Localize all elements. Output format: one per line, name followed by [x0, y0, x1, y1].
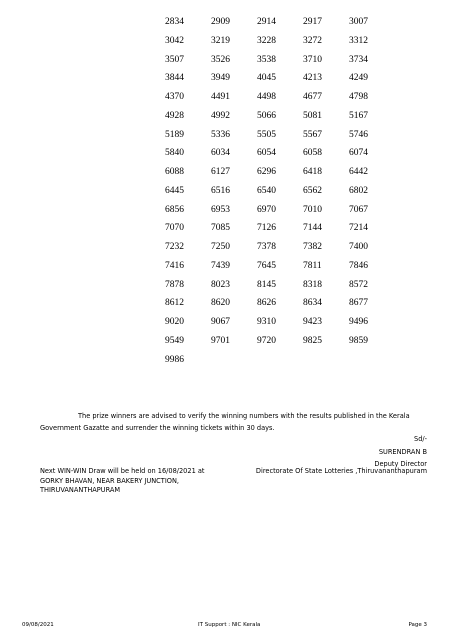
winning-number: 2914 — [257, 17, 276, 27]
footer-support: IT Support : NIC Kerala — [198, 622, 261, 628]
winning-number: 6562 — [303, 185, 322, 196]
winning-number: 9549 — [165, 336, 184, 347]
notice-line-2: Government Gazatte and surrender the winning tickets within 30 days. — [40, 424, 275, 432]
winning-number: 7878 — [165, 279, 184, 290]
winning-number: 9701 — [211, 336, 230, 347]
winning-number: 4992 — [211, 110, 230, 121]
winning-number: 7214 — [349, 223, 368, 234]
winning-number: 7232 — [165, 242, 184, 253]
winning-number: 3042 — [165, 35, 184, 46]
winning-number: 5167 — [349, 110, 368, 121]
winning-number: 2909 — [211, 17, 230, 27]
winning-numbers-grid — [165, 13, 395, 370]
winning-number: 6418 — [303, 167, 322, 178]
winning-number: 9423 — [303, 317, 322, 328]
next-draw-info — [40, 467, 204, 496]
winning-number: 9496 — [349, 317, 368, 328]
winning-number: 7811 — [303, 260, 322, 271]
winning-number: 4045 — [257, 73, 276, 84]
winning-number: 6296 — [257, 167, 276, 178]
winning-number: 6088 — [165, 167, 184, 178]
winning-number: 6442 — [349, 167, 368, 178]
winning-number: 5746 — [349, 129, 368, 140]
winning-number: 3007 — [349, 17, 368, 27]
winning-number: 6058 — [303, 148, 322, 159]
next-draw-line-1: Next WIN-WIN Draw will be held on 16/08/2021 at — [40, 467, 205, 475]
winning-number: 8634 — [303, 298, 322, 309]
next-draw-line-3: THIRUVANANTHAPURAM — [40, 486, 121, 494]
winning-number: 5081 — [303, 110, 322, 121]
winning-number: 6802 — [349, 185, 368, 196]
winning-number: 6074 — [349, 148, 368, 159]
winning-number: 7010 — [303, 204, 322, 215]
signature-block — [374, 433, 427, 471]
signature-sd: Sd/- — [414, 435, 427, 443]
winning-number: 9859 — [349, 336, 368, 347]
winning-number: 3526 — [211, 54, 230, 65]
winning-number: 6516 — [211, 185, 230, 196]
winning-number: 5505 — [257, 129, 276, 140]
winning-number: 4928 — [165, 110, 184, 121]
winning-number: 3228 — [257, 35, 276, 46]
winning-number: 8620 — [211, 298, 230, 309]
winning-number: 4491 — [211, 92, 230, 103]
winning-number: 5066 — [257, 110, 276, 121]
footer-page-number: Page 3 — [408, 622, 427, 628]
winning-number: 7416 — [165, 260, 184, 271]
winning-number: 4213 — [303, 73, 322, 84]
winning-number: 7439 — [211, 260, 230, 271]
winning-number: 4249 — [349, 73, 368, 84]
winning-number: 8677 — [349, 298, 368, 309]
winning-number: 8023 — [211, 279, 230, 290]
winning-number: 3219 — [211, 35, 230, 46]
winning-number: 3538 — [257, 54, 276, 65]
signatory-name: SURENDRAN B — [378, 447, 427, 456]
winning-number: 9825 — [303, 336, 322, 347]
winning-number: 3312 — [349, 35, 368, 46]
winning-number: 9020 — [165, 317, 184, 328]
winning-number: 8626 — [257, 298, 276, 309]
winning-number: 6445 — [165, 185, 184, 196]
winning-number: 4677 — [303, 92, 322, 103]
winning-number: 6127 — [211, 167, 230, 178]
signatory-title: Deputy Director — [374, 460, 427, 468]
winning-number: 7378 — [257, 242, 276, 253]
winning-number: 7067 — [349, 204, 368, 215]
winning-number: 7846 — [349, 260, 368, 271]
winning-number: 7070 — [165, 223, 184, 234]
winning-number: 4370 — [165, 92, 184, 103]
winning-number: 9986 — [165, 354, 184, 365]
winning-number: 3507 — [165, 54, 184, 65]
winning-number: 8612 — [165, 298, 184, 309]
winning-number: 4498 — [257, 92, 276, 103]
notice-line-1: The prize winners are advised to verify the winning numbers with the results published in the Kerala — [78, 412, 410, 420]
winning-number: 6540 — [257, 185, 276, 196]
winning-number: 8572 — [349, 279, 368, 290]
winning-number: 3949 — [211, 73, 230, 84]
winning-number: 8318 — [303, 279, 322, 290]
winning-number: 4798 — [349, 92, 368, 103]
winning-number: 9067 — [211, 317, 230, 328]
winning-number: 7645 — [257, 260, 276, 271]
winning-number: 9310 — [257, 317, 276, 328]
winning-number: 6054 — [257, 148, 276, 159]
winning-number: 2834 — [165, 17, 184, 27]
winning-number: 6034 — [211, 148, 230, 159]
winning-number: 6856 — [165, 204, 184, 215]
winning-number: 3734 — [349, 54, 368, 65]
winning-number: 7085 — [211, 223, 230, 234]
winning-number: 7144 — [303, 223, 322, 234]
winning-number: 5567 — [303, 129, 322, 140]
winning-number: 7400 — [349, 242, 368, 253]
next-draw-line-2: GORKY BHAVAN, NEAR BAKERY JUNCTION, — [40, 476, 179, 485]
signatory-office: Directorate Of State Lotteries ,Thiruvananthapuram — [255, 467, 427, 475]
footer-date: 09/08/2021 — [22, 622, 54, 628]
winning-number: 3844 — [165, 73, 184, 84]
winning-number: 6970 — [257, 204, 276, 215]
winning-number: 3272 — [303, 35, 322, 46]
winning-number: 2917 — [303, 17, 322, 27]
prize-notice — [40, 410, 420, 434]
winning-number: 3710 — [303, 54, 322, 65]
winning-number: 6953 — [211, 204, 230, 215]
winning-number: 8145 — [257, 279, 276, 290]
winning-number: 5840 — [165, 148, 184, 159]
winning-number: 5189 — [165, 129, 184, 140]
winning-number: 5336 — [211, 129, 230, 140]
winning-number: 7382 — [303, 242, 322, 253]
winning-number: 9720 — [257, 336, 276, 347]
winning-number: 7126 — [257, 223, 276, 234]
winning-number: 7250 — [211, 242, 230, 253]
